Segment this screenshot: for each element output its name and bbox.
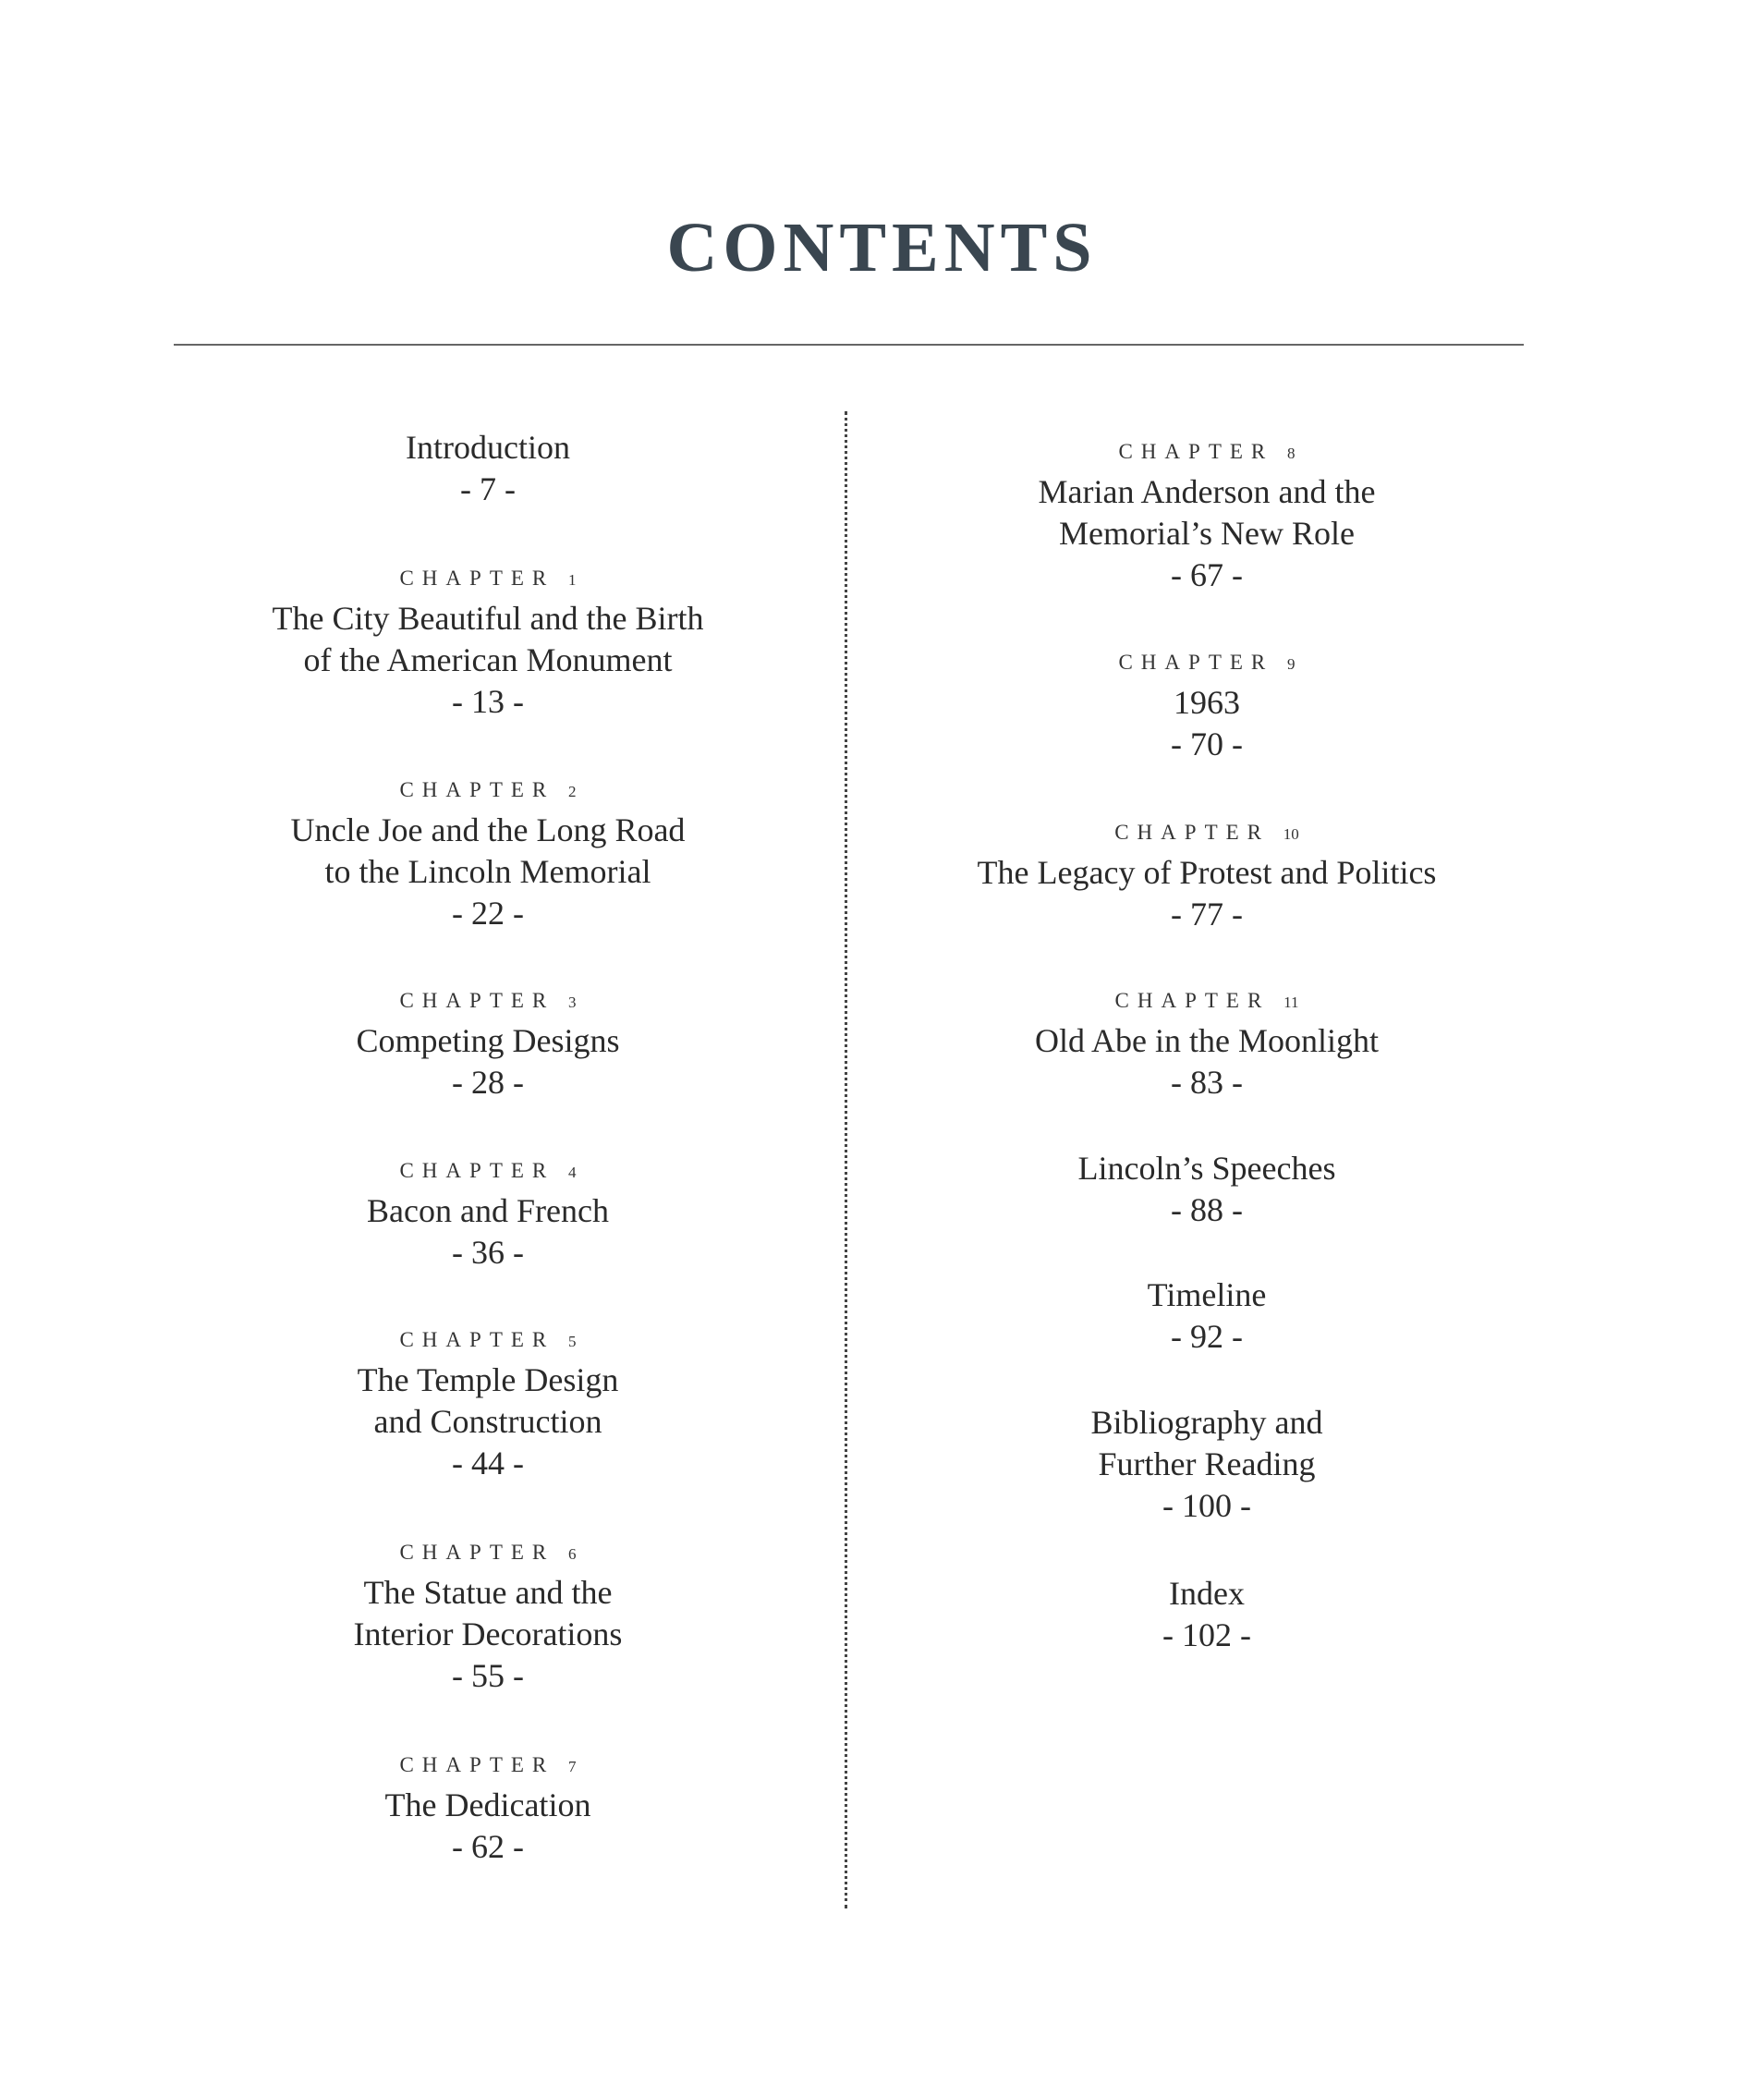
- chapter-number: 4: [568, 1164, 577, 1181]
- chapter-number: 3: [568, 994, 577, 1011]
- chapter-number: 2: [568, 783, 577, 800]
- entry-title-line: Competing Designs: [356, 1022, 620, 1059]
- page-number: - 36 -: [452, 1234, 524, 1271]
- chapter-word: CHAPTER: [1118, 651, 1274, 674]
- entry-title-line: The Legacy of Protest and Politics: [977, 854, 1437, 891]
- column-divider: [845, 411, 847, 1908]
- chapter-label: [155, 1533, 821, 1572]
- page-number: - 67 -: [1171, 556, 1243, 593]
- chapter-label: [874, 433, 1539, 471]
- chapter-number: 6: [568, 1545, 577, 1563]
- page-number: - 7 -: [460, 470, 516, 507]
- chapter-word: CHAPTER: [1114, 989, 1271, 1012]
- toc-entry[interactable]: [155, 771, 821, 934]
- page-number: - 44 -: [452, 1445, 524, 1481]
- toc-entry[interactable]: [155, 1533, 821, 1697]
- chapter-word: CHAPTER: [399, 567, 555, 590]
- chapter-number: 5: [568, 1333, 577, 1350]
- toc-entry[interactable]: [874, 643, 1539, 765]
- entry-title-line: The City Beautiful and the Birth: [272, 600, 704, 637]
- chapter-label: [155, 771, 821, 810]
- chapter-number: 11: [1283, 994, 1299, 1011]
- toc-entry[interactable]: [874, 433, 1539, 596]
- chapter-number: 10: [1283, 825, 1299, 843]
- chapter-label: [155, 981, 821, 1020]
- toc-entry[interactable]: [155, 427, 821, 510]
- toc-entry[interactable]: [874, 981, 1539, 1103]
- page-number: - 62 -: [452, 1828, 524, 1865]
- chapter-label: [874, 643, 1539, 682]
- page-number: - 92 -: [1171, 1318, 1243, 1355]
- entry-title-line: Lincoln’s Speeches: [1077, 1150, 1336, 1187]
- page-number: - 55 -: [452, 1657, 524, 1694]
- toc-entry[interactable]: [874, 813, 1539, 935]
- toc-entry[interactable]: [874, 1402, 1539, 1527]
- entry-title-line: Bibliography and: [1090, 1404, 1323, 1441]
- chapter-number: 9: [1287, 655, 1296, 673]
- chapter-word: CHAPTER: [399, 778, 555, 801]
- page-number: - 13 -: [452, 683, 524, 720]
- entry-title-line: Old Abe in the Moonlight: [1035, 1022, 1379, 1059]
- toc-entry[interactable]: [155, 559, 821, 723]
- entry-title-line: Further Reading: [1098, 1445, 1316, 1482]
- entry-title-line: The Temple Design: [357, 1361, 619, 1398]
- page-number: - 28 -: [452, 1064, 524, 1101]
- entry-title-line: 1963: [1174, 684, 1240, 721]
- chapter-word: CHAPTER: [1114, 821, 1271, 844]
- entry-title-line: Marian Anderson and the: [1038, 473, 1376, 510]
- toc-entry[interactable]: [874, 1573, 1539, 1656]
- entry-title-line: The Dedication: [384, 1786, 591, 1823]
- toc-entry[interactable]: [874, 1148, 1539, 1231]
- toc-entry[interactable]: [155, 981, 821, 1103]
- entry-title-line: Index: [1169, 1575, 1245, 1612]
- chapter-word: CHAPTER: [399, 989, 555, 1012]
- page-title: CONTENTS: [666, 209, 1098, 287]
- chapter-label: [155, 1746, 821, 1785]
- page-number: - 88 -: [1171, 1191, 1243, 1228]
- toc-entry[interactable]: [155, 1321, 821, 1484]
- chapter-label: [874, 981, 1539, 1020]
- entry-title-line: Timeline: [1147, 1276, 1267, 1313]
- page-number: - 83 -: [1171, 1064, 1243, 1101]
- toc-entry[interactable]: [874, 1274, 1539, 1358]
- chapter-word: CHAPTER: [399, 1328, 555, 1351]
- entry-title-line: Memorial’s New Role: [1059, 515, 1355, 552]
- page-number: - 22 -: [452, 895, 524, 932]
- entry-title-line: Interior Decorations: [353, 1615, 623, 1652]
- page-number: - 100 -: [1162, 1487, 1251, 1524]
- entry-title-line: Uncle Joe and the Long Road: [290, 811, 686, 848]
- chapter-number: 1: [568, 571, 577, 589]
- entry-title-line: The Statue and the: [363, 1574, 613, 1611]
- page-number: - 102 -: [1162, 1616, 1251, 1653]
- entry-title-line: Bacon and French: [367, 1192, 609, 1229]
- page-number: - 70 -: [1171, 725, 1243, 762]
- page-number: - 77 -: [1171, 896, 1243, 933]
- title-rule: [174, 344, 1524, 346]
- chapter-word: CHAPTER: [399, 1159, 555, 1182]
- entry-title-line: of the American Monument: [303, 641, 673, 678]
- chapter-label: [155, 1152, 821, 1190]
- entry-title-line: and Construction: [373, 1403, 602, 1440]
- chapter-word: CHAPTER: [399, 1541, 555, 1564]
- entry-title-line: to the Lincoln Memorial: [324, 853, 651, 890]
- chapter-label: [155, 1321, 821, 1359]
- toc-entry[interactable]: [155, 1152, 821, 1274]
- toc-entry[interactable]: [155, 1746, 821, 1868]
- entry-title-line: Introduction: [406, 429, 570, 466]
- chapter-word: CHAPTER: [399, 1753, 555, 1776]
- chapter-number: 7: [568, 1758, 577, 1775]
- chapter-label: [155, 559, 821, 598]
- chapter-word: CHAPTER: [1118, 440, 1274, 463]
- chapter-label: [874, 813, 1539, 852]
- chapter-number: 8: [1287, 445, 1296, 462]
